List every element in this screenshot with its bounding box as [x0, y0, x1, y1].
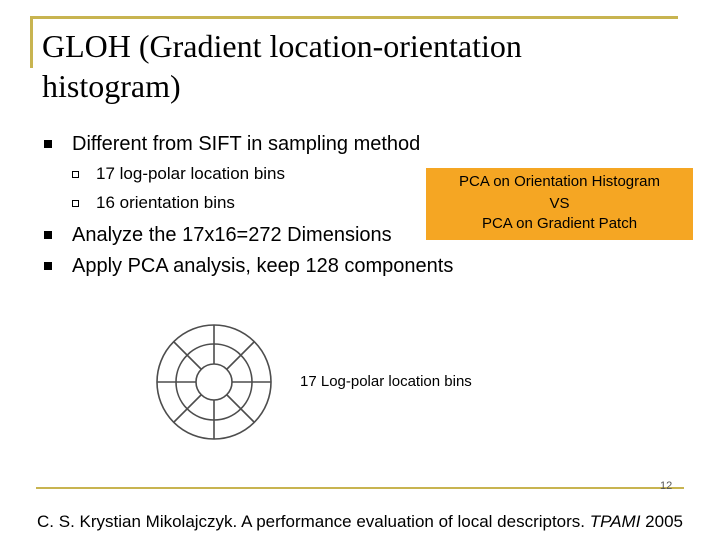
- citation-journal: TPAMI: [589, 512, 641, 531]
- bullet-text-sampling: Different from SIFT in sampling method: [72, 133, 421, 155]
- callout-line-1: PCA on Orientation Histogram: [459, 173, 660, 190]
- bullet-marker: [44, 262, 52, 270]
- title-line-2: histogram): [42, 68, 181, 104]
- callout-line-3: PCA on Gradient Patch: [481, 215, 638, 232]
- bullet-marker: [44, 231, 52, 239]
- title-frame-top-rule: [30, 16, 678, 19]
- log-polar-grid-diagram: [150, 318, 300, 446]
- bullet-text-dimensions: Analyze the 17x16=272 Dimensions: [72, 224, 392, 246]
- sub-bullet-marker: [72, 200, 79, 207]
- callout-line-2: VS: [549, 195, 570, 212]
- bullet-marker: [44, 140, 52, 148]
- citation-text: C. S. Krystian Mikolajczyk. A performance evaluation of local descriptors.: [37, 512, 590, 531]
- title-line-1: GLOH (Gradient location-orientation: [42, 28, 522, 64]
- title-frame-left-rule: [30, 16, 33, 68]
- bullet-text-pca: Apply PCA analysis, keep 128 components: [72, 255, 454, 277]
- page-number: 12: [660, 480, 673, 492]
- sub-bullet-text-location-bins: 17 log-polar location bins: [96, 164, 286, 183]
- slide-title: [42, 26, 662, 106]
- diagram-caption: 17 Log-polar location bins: [300, 373, 472, 390]
- pca-comparison-callout: [426, 168, 693, 240]
- citation: [0, 511, 720, 533]
- sub-bullet-text-orientation-bins: 16 orientation bins: [96, 193, 235, 212]
- citation-year: 2005: [640, 512, 683, 531]
- sub-bullet-marker: [72, 171, 79, 178]
- footer-rule: [36, 487, 684, 489]
